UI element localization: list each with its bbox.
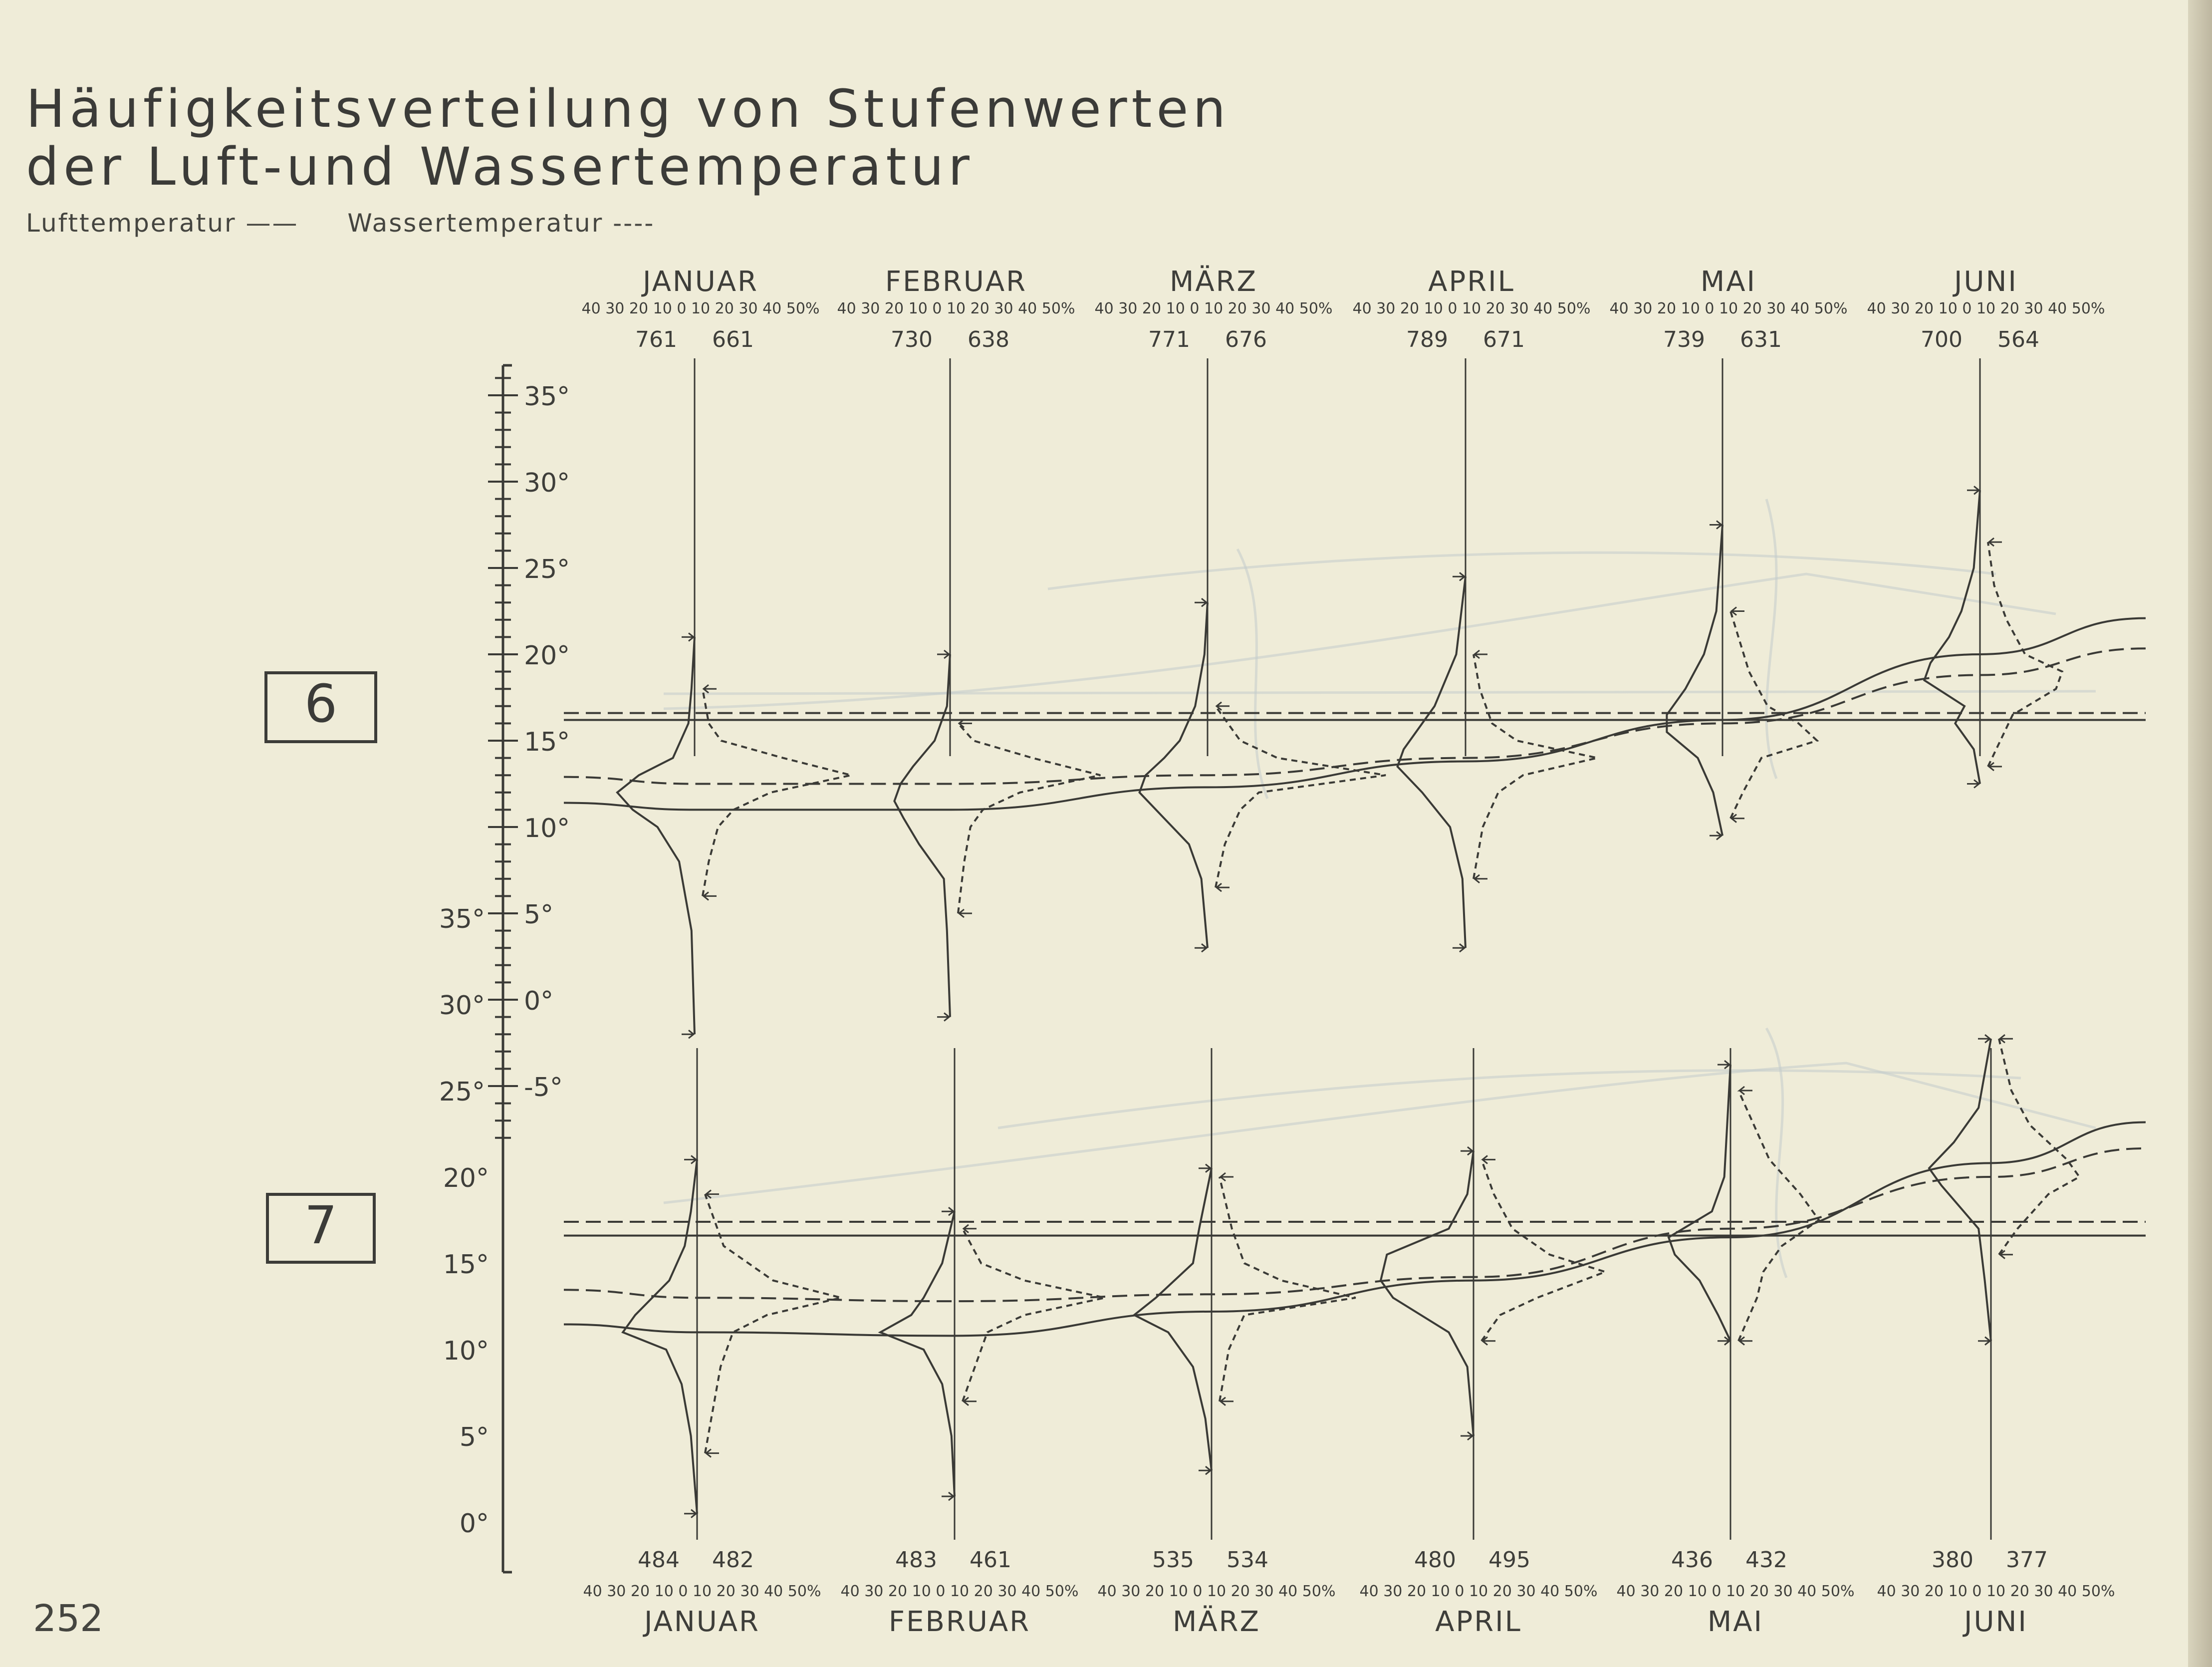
count-water-top: 564 [1997, 327, 2039, 352]
tick-label-panel-6: 15° [524, 727, 570, 757]
percent-scale-top: 40 30 20 10 0 10 20 30 40 50% [581, 300, 820, 317]
count-air-top: 739 [1663, 327, 1705, 352]
panel-7-water-distribution [705, 1194, 841, 1453]
panel-6-air-extreme-marker [1195, 944, 1207, 952]
percent-scale-top: 40 30 20 10 0 10 20 30 40 50% [837, 300, 1075, 317]
panel-6-air-extreme-marker [682, 633, 694, 641]
panel-7-water-distribution [1220, 1177, 1356, 1401]
count-air-bottom: 480 [1414, 1547, 1456, 1573]
region-box-7: 7 [266, 1193, 376, 1264]
page-number: 252 [33, 1597, 104, 1640]
panel-7-water-extreme-marker [2000, 1035, 2013, 1043]
month-header: JUNI [1954, 266, 2018, 298]
region-box-6: 6 [264, 671, 377, 743]
panel-7-water-extreme-marker [1739, 1337, 1752, 1345]
panel-7-water-distribution [1738, 1091, 1819, 1341]
tick-label-panel-6: 10° [524, 814, 570, 843]
tick-label-panel-7: 25° [439, 1077, 485, 1107]
panel-6-water-extreme-marker [1731, 815, 1744, 823]
percent-scale-bottom: 40 30 20 10 0 10 20 30 40 50% [1097, 1583, 1336, 1600]
panel-6-water-extreme-marker [1989, 538, 2002, 546]
tick-label-panel-6: 0° [524, 986, 554, 1016]
month-footer: MAI [1707, 1606, 1764, 1638]
percent-scale-top: 40 30 20 10 0 10 20 30 40 50% [1352, 300, 1591, 317]
count-air-top: 771 [1148, 327, 1190, 352]
legend-air-label: Lufttemperatur —— [26, 209, 299, 238]
panel-7-air-extreme-marker [1718, 1061, 1729, 1069]
panel-7-water-extreme-marker [1482, 1155, 1495, 1163]
month-header: MAI [1700, 266, 1757, 298]
panel-7-air-extreme-marker [1978, 1035, 1990, 1043]
panel-6-air-distribution [894, 654, 950, 1017]
month-footer: MÄRZ [1173, 1606, 1260, 1638]
count-water-bottom: 432 [1745, 1547, 1787, 1573]
month-footer: JANUAR [644, 1606, 760, 1638]
title-line-1: Häufigkeitsverteilung von Stufenwerten [26, 78, 1230, 139]
panel-6-water-extreme-marker [1989, 763, 2002, 771]
panel-7-air-extreme-marker [1718, 1337, 1729, 1345]
percent-scale-bottom: 40 30 20 10 0 10 20 30 40 50% [1359, 1583, 1598, 1600]
percent-scale-bottom: 40 30 20 10 0 10 20 30 40 50% [583, 1583, 821, 1600]
panel-6-water-extreme-marker [1475, 650, 1487, 658]
panel-6-air-extreme-marker [1967, 486, 1979, 494]
count-water-bottom: 495 [1488, 1547, 1530, 1573]
count-water-top: 638 [968, 327, 1009, 352]
month-header: JANUAR [643, 266, 758, 298]
panel-7-air-extreme-marker [1199, 1466, 1211, 1474]
tick-label-panel-7: 30° [439, 991, 485, 1021]
panel-7-air-distribution [1134, 1168, 1212, 1471]
panel-7-air-distribution [1929, 1039, 1991, 1341]
count-air-bottom: 436 [1671, 1547, 1713, 1573]
page-edge [2188, 0, 2212, 1667]
panel-7-air-extreme-marker [1461, 1147, 1473, 1155]
legend-water-label: Wassertemperatur ---- [347, 209, 655, 238]
title-line-2: der Luft-und Wassertemperatur [26, 136, 974, 197]
tick-label-panel-7: 5° [459, 1422, 489, 1452]
panel-7-water-distribution [963, 1229, 1105, 1401]
tick-label-panel-6: 30° [524, 468, 570, 498]
count-water-bottom: 482 [712, 1547, 754, 1573]
panel-7-air-extreme-marker [942, 1492, 954, 1500]
panel-6-air-extreme-marker [937, 650, 949, 658]
month-footer: JUNI [1964, 1606, 2028, 1638]
count-water-bottom: 461 [970, 1547, 1011, 1573]
count-water-bottom: 534 [1227, 1547, 1268, 1573]
panel-7-air-extreme-marker [684, 1155, 696, 1163]
panel-6-air-distribution [1924, 490, 1980, 784]
panel-7-air-distribution [880, 1211, 955, 1496]
panel-6-air-extreme-marker [937, 1013, 949, 1021]
count-air-top: 700 [1921, 327, 1963, 352]
tick-label-panel-6: -5° [524, 1073, 563, 1103]
panel-7-air-extreme-marker [1978, 1337, 1990, 1345]
tick-label-panel-6: 35° [524, 382, 570, 412]
panel-6-water-extreme-marker [704, 685, 717, 693]
panel-6-air-extreme-marker [1453, 572, 1465, 580]
count-water-top: 631 [1740, 327, 1782, 352]
ghost-background [664, 499, 2096, 1278]
panel-7-air-distribution [623, 1159, 697, 1513]
tick-label-panel-7: 15° [443, 1250, 489, 1280]
panel-7-water-distribution [1481, 1159, 1605, 1341]
count-water-top: 671 [1483, 327, 1525, 352]
panel-7-water-extreme-marker [1221, 1173, 1233, 1181]
panel-6-air-extreme-marker [682, 1030, 694, 1038]
panel-6-air-distribution [617, 637, 695, 1034]
percent-scale-bottom: 40 30 20 10 0 10 20 30 40 50% [1616, 1583, 1855, 1600]
panel-6-water-extreme-marker [1217, 883, 1229, 891]
panel-7-water-extreme-marker [964, 1397, 977, 1405]
count-air-bottom: 535 [1152, 1547, 1194, 1573]
month-footer: APRIL [1435, 1606, 1522, 1638]
panel-6-air-extreme-marker [1710, 521, 1721, 529]
panel-6-water-extreme-marker [1731, 607, 1744, 615]
month-header: FEBRUAR [885, 266, 1027, 298]
percent-scale-top: 40 30 20 10 0 10 20 30 40 50% [1867, 300, 2105, 317]
percent-scale-top: 40 30 20 10 0 10 20 30 40 50% [1094, 300, 1333, 317]
panel-6-water-mean-curve [564, 648, 2146, 784]
tick-label-panel-7: 10° [443, 1336, 489, 1366]
count-air-top: 730 [891, 327, 933, 352]
tick-label-panel-6: 20° [524, 641, 570, 671]
panel-6-air-extreme-marker [1453, 944, 1465, 952]
tick-label-panel-6: 25° [524, 555, 570, 584]
y-axis [439, 365, 570, 1572]
panel-6-water-distribution [1474, 654, 1597, 879]
panel-7-water-extreme-marker [964, 1225, 977, 1233]
count-water-top: 676 [1225, 327, 1267, 352]
panel-6-water-extreme-marker [959, 909, 972, 917]
count-air-bottom: 483 [895, 1547, 937, 1573]
percent-scale-bottom: 40 30 20 10 0 10 20 30 40 50% [1877, 1583, 2115, 1600]
panel-7-air-distribution [1669, 1065, 1730, 1341]
panel-6-air-distribution [1140, 602, 1208, 948]
month-header: MÄRZ [1170, 266, 1257, 298]
panel-6-water-distribution [1216, 706, 1386, 887]
percent-scale-top: 40 30 20 10 0 10 20 30 40 50% [1609, 300, 1848, 317]
panel-6-water-extreme-marker [1475, 875, 1487, 883]
tick-label-panel-7: 20° [443, 1163, 489, 1193]
panel-6-air-extreme-marker [1967, 780, 1979, 788]
tick-label-panel-7: 0° [459, 1509, 489, 1539]
tick-label-panel-7: 35° [439, 904, 485, 934]
panel-7-air-extreme-marker [942, 1207, 954, 1215]
count-air-bottom: 484 [638, 1547, 680, 1573]
count-air-top: 761 [635, 327, 677, 352]
count-air-top: 789 [1406, 327, 1448, 352]
count-water-top: 661 [712, 327, 754, 352]
panel-7-air-mean-curve [564, 1122, 2146, 1336]
percent-scale-bottom: 40 30 20 10 0 10 20 30 40 50% [840, 1583, 1079, 1600]
month-columns [564, 266, 2146, 1638]
panel-7-air-distribution [1381, 1151, 1474, 1436]
panel-7-water-extreme-marker [706, 1449, 719, 1457]
count-water-bottom: 377 [2006, 1547, 2048, 1573]
panel-6-air-extreme-marker [1195, 598, 1207, 606]
panel-7-water-extreme-marker [1739, 1087, 1752, 1095]
month-header: APRIL [1428, 266, 1515, 298]
month-footer: FEBRUAR [888, 1606, 1031, 1638]
panel-7-air-extreme-marker [1199, 1164, 1211, 1172]
panel-7-air-extreme-marker [1461, 1432, 1473, 1440]
tick-label-panel-6: 5° [524, 900, 554, 930]
panel-7-water-extreme-marker [1221, 1397, 1233, 1405]
panel-6-water-extreme-marker [704, 892, 717, 900]
panel-7-water-mean-curve [564, 1148, 2146, 1301]
count-air-bottom: 380 [1932, 1547, 1973, 1573]
panel-6-air-distribution [1667, 525, 1722, 836]
panel-6-water-distribution [958, 723, 1100, 913]
panel-6-air-extreme-marker [1710, 832, 1721, 839]
panel-7-air-extreme-marker [684, 1510, 696, 1518]
